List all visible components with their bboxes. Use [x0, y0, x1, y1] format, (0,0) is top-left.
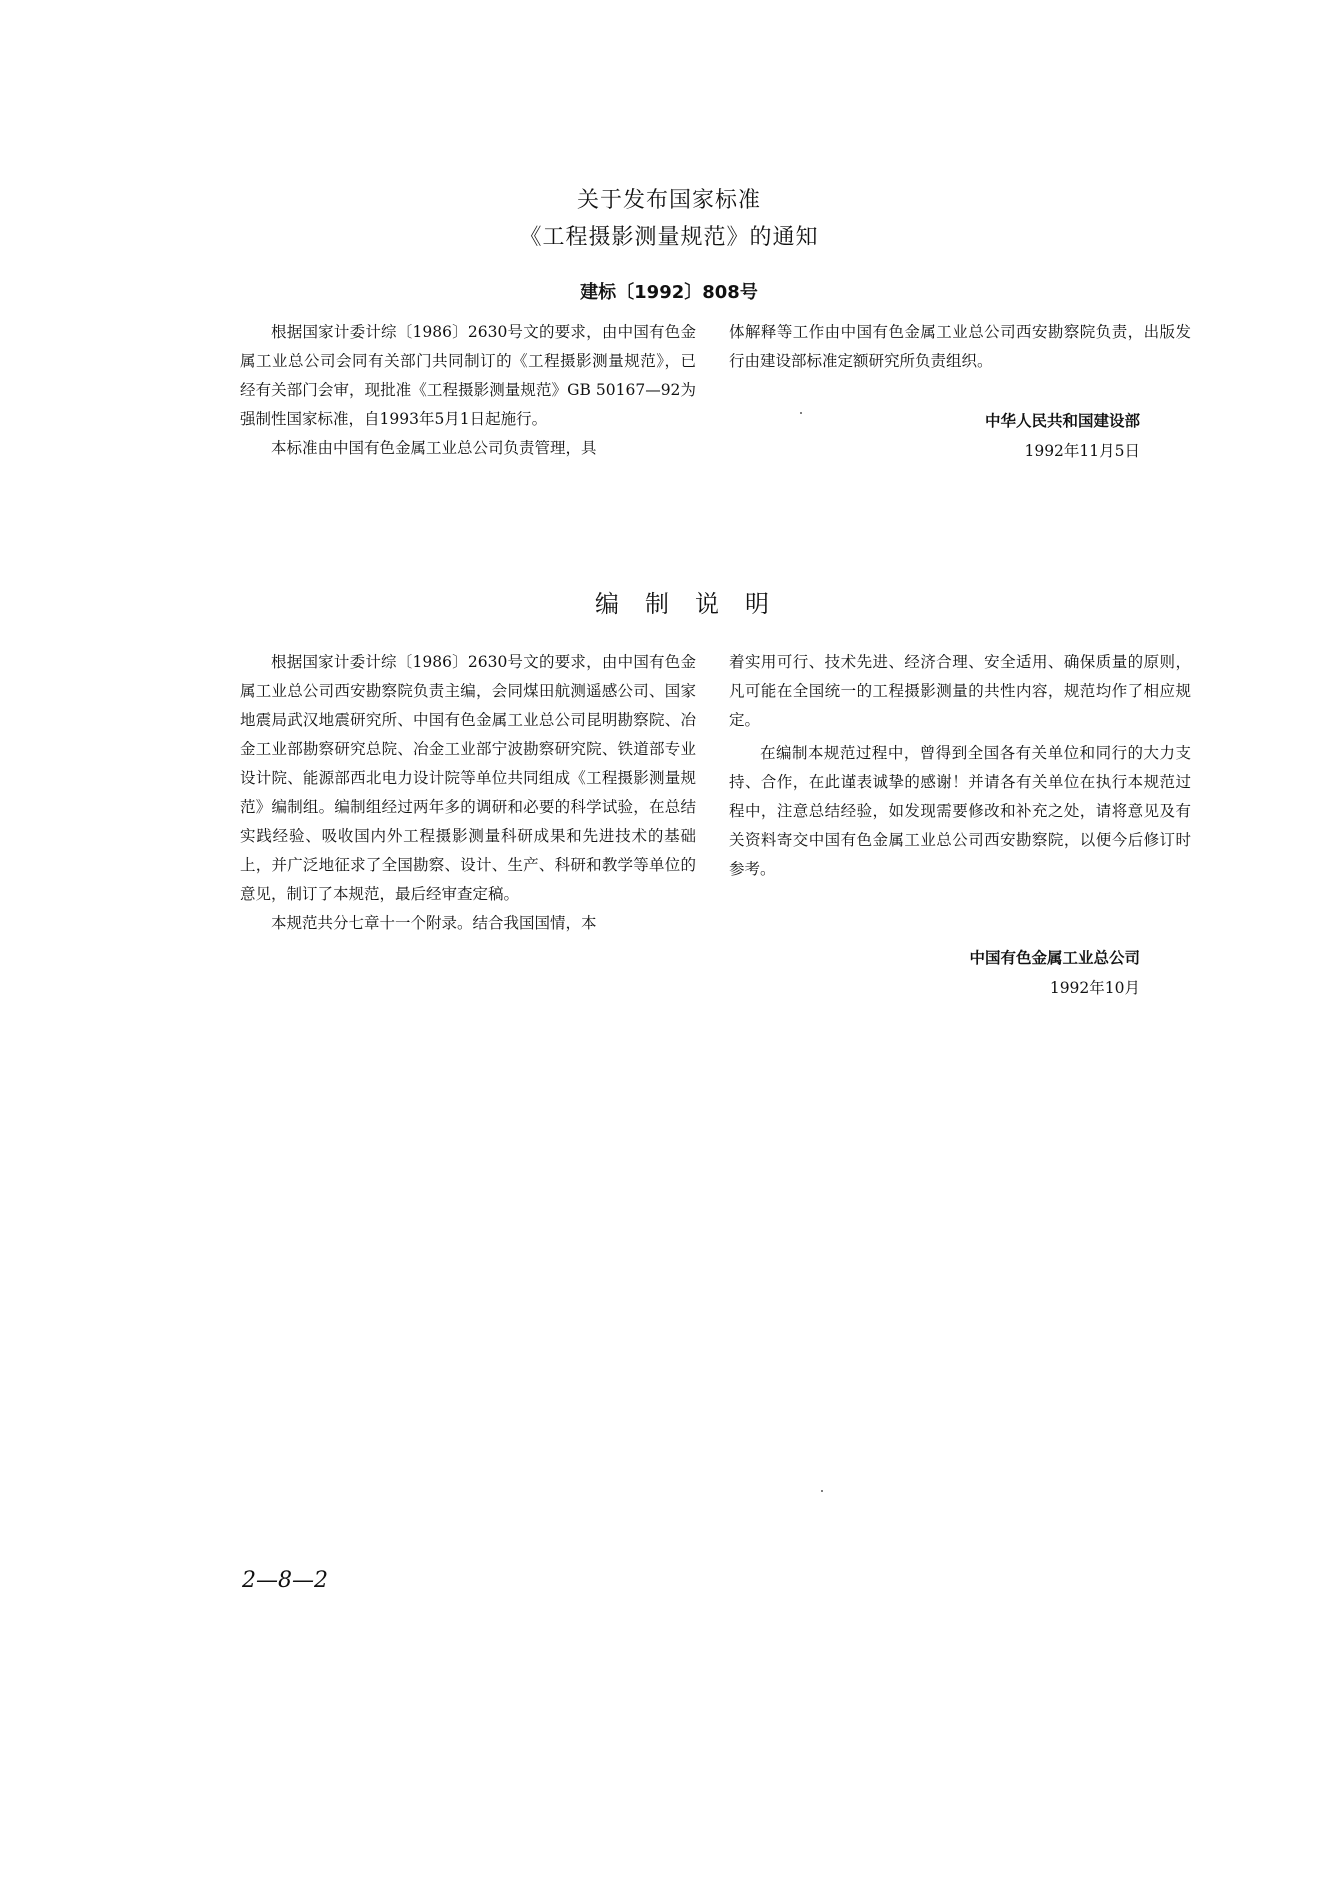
scan-speck [821, 1490, 823, 1492]
notice-right-column [729, 318, 1191, 376]
notice-signer: 中华人民共和国建设部 [984, 412, 1140, 430]
notice-title-line-1: 关于发布国家标准 [576, 188, 761, 213]
explanation-paragraph-continued: 着实用可行、技术先进、经济合理、安全适用、确保质量的原则，凡可能在全国统一的工程摄影测量的共性内容，规范均作了相应规定。 [729, 653, 1191, 729]
explanation-paragraph: 在编制本规范过程中，曾得到全国各有关单位和同行的大力支持、合作，在此谨表诚挚的感谢！并请各有关单位在执行本规范过程中，注意总结经验，如发现需要修改和补充之处，请将意见及有关资料寄交中国有色金属工业总公司西安勘察院，以便今后修订时参考。 [729, 744, 1191, 878]
explanation-date: 1992年10月 [1049, 979, 1140, 997]
section-title: 编制说明 [595, 590, 795, 618]
explanation-right-column [729, 648, 1191, 884]
page-number: 2—8—2 [242, 1568, 328, 1593]
notice-paragraph-continued: 体解释等工作由中国有色金属工业总公司西安勘察院负责，出版发行由建设部标准定额研究所负责组织。 [729, 323, 1191, 370]
explanation-paragraph: 根据国家计委计综〔1986〕2630号文的要求，由中国有色金属工业总公司西安勘察院负责主编，会同煤田航测遥感公司、国家地震局武汉地震研究所、中国有色金属工业总公司昆明勘察院、冶金工业部勘察研究总院、冶金工业部宁波勘察研究院、铁道部专业设计院、能源部西北电力设计院等单位共同组成《工程摄影测量规范》编制组。编制组经过两年多的调研和必要的科学试验，在总结实践经验、吸收国内外工程摄影测量科研成果和先进技术的基础上，并广泛地征求了全国勘察、设计、生产、科研和教学等单位的意见，制订了本规范，最后经审查定稿。 [240, 653, 696, 903]
notice-title-line-2: 《工程摄影测量规范》的通知 [519, 225, 819, 250]
notice-date: 1992年11月5日 [1024, 442, 1140, 460]
document-number: 建标〔1992〕808号 [580, 282, 758, 303]
notice-left-column [240, 318, 696, 463]
notice-paragraph: 本标准由中国有色金属工业总公司负责管理，具 [271, 439, 597, 457]
explanation-signer: 中国有色金属工业总公司 [969, 949, 1140, 967]
notice-paragraph: 根据国家计委计综〔1986〕2630号文的要求，由中国有色金属工业总公司会同有关部门共同制订的《工程摄影测量规范》，已经有关部门会审，现批准《工程摄影测量规范》GB 50167—92为强制性国家标准，自1993年5月1日起施行。 [240, 323, 696, 428]
explanation-left-column [240, 648, 696, 938]
explanation-paragraph: 本规范共分七章十一个附录。结合我国国情，本 [271, 914, 597, 932]
scan-speck [800, 412, 802, 414]
